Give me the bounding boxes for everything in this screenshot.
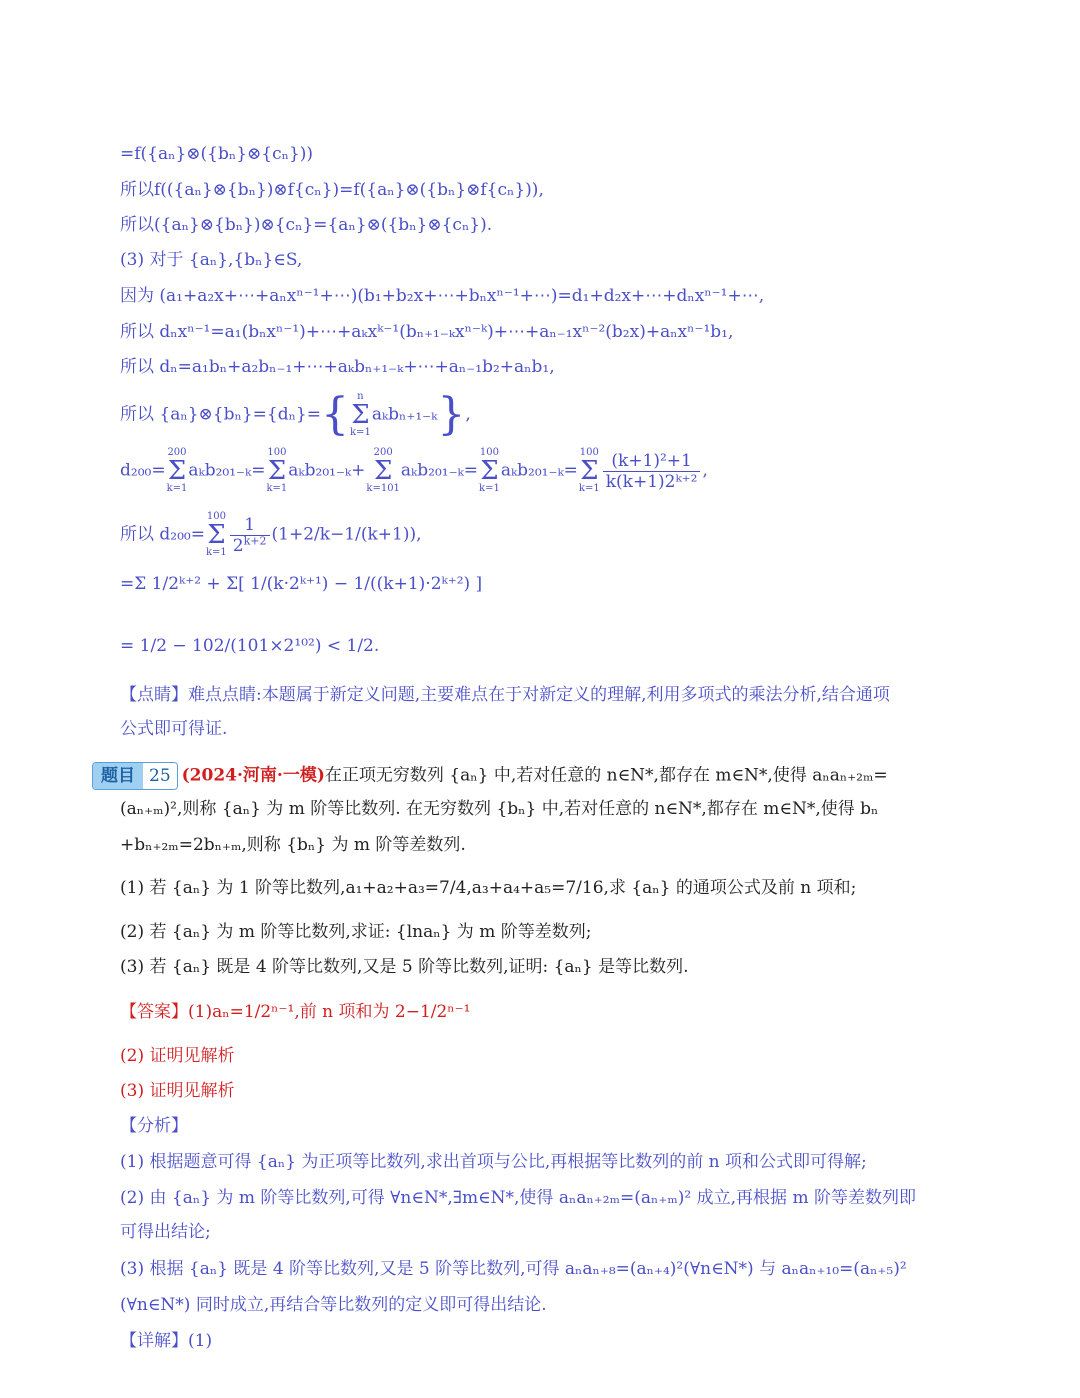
proof-line-1: =f({aₙ}⊗({bₙ}⊗{cₙ})): [120, 144, 314, 164]
analysis-label: 【分析】: [120, 1116, 188, 1136]
detail-line: [120, 1329, 212, 1353]
comment-label: 【点睛】: [120, 685, 188, 705]
answer-line-1: [120, 1000, 470, 1024]
sum-symbol: 100 Σ k=1: [578, 447, 600, 494]
problem-tag-label: 题目: [93, 763, 143, 789]
sum-symbol: 100 Σ k=1: [479, 447, 500, 494]
detail-start: (1): [188, 1331, 213, 1351]
question-3: (3) 若 {aₙ} 既是 4 阶等比数列,又是 5 阶等比数列,证明: {aₙ} 是等比数列.: [120, 957, 689, 977]
proof-line-8-term: aₖbₙ₊₁₋ₖ: [371, 404, 438, 425]
proof-line-5: 因为 (a₁+a₂x+⋯+aₙxⁿ⁻¹+⋯)(b₁+b₂x+⋯+bₙxⁿ⁻¹+⋯)=d₁+d₂x+⋯+dₙxⁿ⁻¹+⋯,: [120, 286, 765, 306]
proof-line-2: 所以f(({aₙ}⊗{bₙ})⊗f{cₙ})=f({aₙ}⊗({bₙ}⊗f{cₙ})),: [120, 180, 544, 200]
fraction: [603, 451, 701, 492]
sum-term-1: aₖb₂₀₁₋ₖ=: [188, 460, 266, 481]
proof-line-8-prefix: 所以 {aₙ}⊗{bₙ}={dₙ}=: [120, 404, 321, 425]
fraction-denominator: k(k+1)2ᵏ⁺²: [605, 471, 698, 492]
proof-line-7: 所以 dₙ=a₁bₙ+a₂bₙ₋₁+⋯+aₖbₙ₊₁₋ₖ+⋯+aₙ₋₁b₂+aₙb₁,: [120, 357, 555, 377]
analysis-3a: (3) 根据 {aₙ} 既是 4 阶等比数列,又是 5 阶等比数列,可得 aₙaₙ₊₈=(aₙ₊₄)²(∀n∈N*) 与 aₙaₙ₊₁₀=(aₙ₊₅)²: [120, 1259, 907, 1279]
problem-header: [92, 762, 888, 790]
problem-source: (2024·河南·一模): [181, 765, 325, 786]
sum-symbol: 100 Σ k=1: [205, 511, 227, 558]
question-1: (1) 若 {aₙ} 为 1 阶等比数列,a₁+a₂+a₃=7/4,a₃+a₄+a₅=7/16,求 {aₙ} 的通项公式及前 n 项和;: [120, 878, 857, 898]
proof-line-4: (3) 对于 {aₙ},{bₙ}∈S,: [120, 250, 303, 270]
comment-text: 难点点睛:本题属于新定义问题,主要难点在于对新定义的理解,利用多项式的乘法分析,结合通项: [188, 685, 890, 705]
proof-line-8: 所以 {aₙ}⊗{bₙ}={dₙ}={ n Σ k=1 aₖbₙ₊₁₋ₖ},: [120, 389, 471, 440]
proof-line-9: d₂₀₀= 200 Σ k=1 aₖb₂₀₁₋ₖ= 100 Σ k=1 aₖb₂₀₁₋ₖ+ 200 Σ k=101 aₖb₂₀₁₋ₖ= 100 Σ k=1 aₖb₂₀₁₋ₖ= 100 Σ k=1 $\frac{\text{(k+1)²+1}}{\text{k(k+1)2ᵏ⁺²}}$ ,: [120, 447, 708, 494]
answer-1: (1)aₙ=1/2ⁿ⁻¹,前 n 项和为 2−1/2ⁿ⁻¹: [188, 1002, 471, 1022]
fraction-numerator: (k+1)²+1: [603, 451, 701, 472]
sum-symbol: 200 Σ k=101: [366, 447, 400, 494]
proof-line-3: 所以({aₙ}⊗{bₙ})⊗{cₙ}={aₙ}⊗({bₙ}⊗{cₙ}).: [120, 215, 493, 235]
analysis-3b: (∀n∈N*) 同时成立,再结合等比数列的定义即可得出结论.: [120, 1295, 547, 1315]
problem-tag: [92, 762, 178, 790]
proof-line-6: 所以 dₙxⁿ⁻¹=a₁(bₙxⁿ⁻¹)+⋯+aₖxᵏ⁻¹(bₙ₊₁₋ₖxⁿ⁻ᵏ)+⋯+aₙ₋₁xⁿ⁻²(b₂x)+aₙxⁿ⁻¹b₁,: [120, 322, 734, 342]
sum-term-4: aₖb₂₀₁₋ₖ=: [500, 460, 578, 481]
right-brace: }: [437, 389, 466, 440]
sum-symbol: n Σ k=1: [350, 391, 371, 438]
fraction: $\frac{1}{2^{k+2}}$: [230, 515, 270, 556]
proof-line-11: =Σ 1/2ᵏ⁺² + Σ[ 1/(k·2ᵏ⁺¹) − 1/((k+1)·2ᵏ⁺²) ]: [120, 574, 483, 594]
proof-line-10-rest: (1+2/k−1/(k+1)),: [271, 524, 422, 545]
problem-stem-2: (aₙ₊ₘ)²,则称 {aₙ} 为 m 阶等比数列. 在无穷数列 {bₙ} 中,若对任意的 n∈N*,都存在 m∈N*,使得 bₙ: [120, 799, 879, 819]
answer-2: (2) 证明见解析: [120, 1046, 235, 1066]
answer-3: (3) 证明见解析: [120, 1081, 235, 1101]
problem-stem-3: +bₙ₊₂ₘ=2bₙ₊ₘ,则称 {bₙ} 为 m 阶等差数列.: [120, 835, 466, 855]
answer-label: 【答案】: [120, 1002, 188, 1022]
analysis-2a: (2) 由 {aₙ} 为 m 阶等比数列,可得 ∀n∈N*,∃m∈N*,使得 aₙaₙ₊₂ₘ=(aₙ₊ₘ)² 成立,再根据 m 阶等差数列即: [120, 1188, 916, 1208]
detail-label: 【详解】: [120, 1331, 188, 1351]
sum-symbol: 100 Σ k=1: [266, 447, 288, 494]
sum-term-3: aₖb₂₀₁₋ₖ=: [400, 460, 479, 481]
problem-tag-number: 25: [143, 763, 177, 789]
comment-line-1: [120, 683, 890, 707]
sum-symbol: 200 Σ k=1: [166, 447, 188, 494]
sum-term-2: aₖb₂₀₁₋ₖ+: [288, 460, 366, 481]
analysis-1: (1) 根据题意可得 {aₙ} 为正项等比数列,求出首项与公比,再根据等比数列的前 n 项和公式即可得解;: [120, 1152, 867, 1172]
proof-line-12: = 1/2 − 102/(101×2¹⁰²) < 1/2.: [120, 636, 380, 656]
d200-lhs: d₂₀₀=: [120, 460, 166, 481]
left-brace: {: [321, 389, 349, 440]
comment-line-2: 公式即可得证.: [120, 719, 228, 739]
analysis-2b: 可得出结论;: [120, 1222, 211, 1242]
proof-line-10-prefix: 所以 d₂₀₀=: [120, 524, 205, 545]
question-2: (2) 若 {aₙ} 为 m 阶等比数列,求证: {lnaₙ} 为 m 阶等差数列;: [120, 922, 592, 942]
problem-stem-1: 在正项无穷数列 {aₙ} 中,若对任意的 n∈N*,都存在 m∈N*,使得 aₙaₙ₊₂ₘ=: [324, 765, 888, 786]
proof-line-10: [120, 512, 422, 558]
